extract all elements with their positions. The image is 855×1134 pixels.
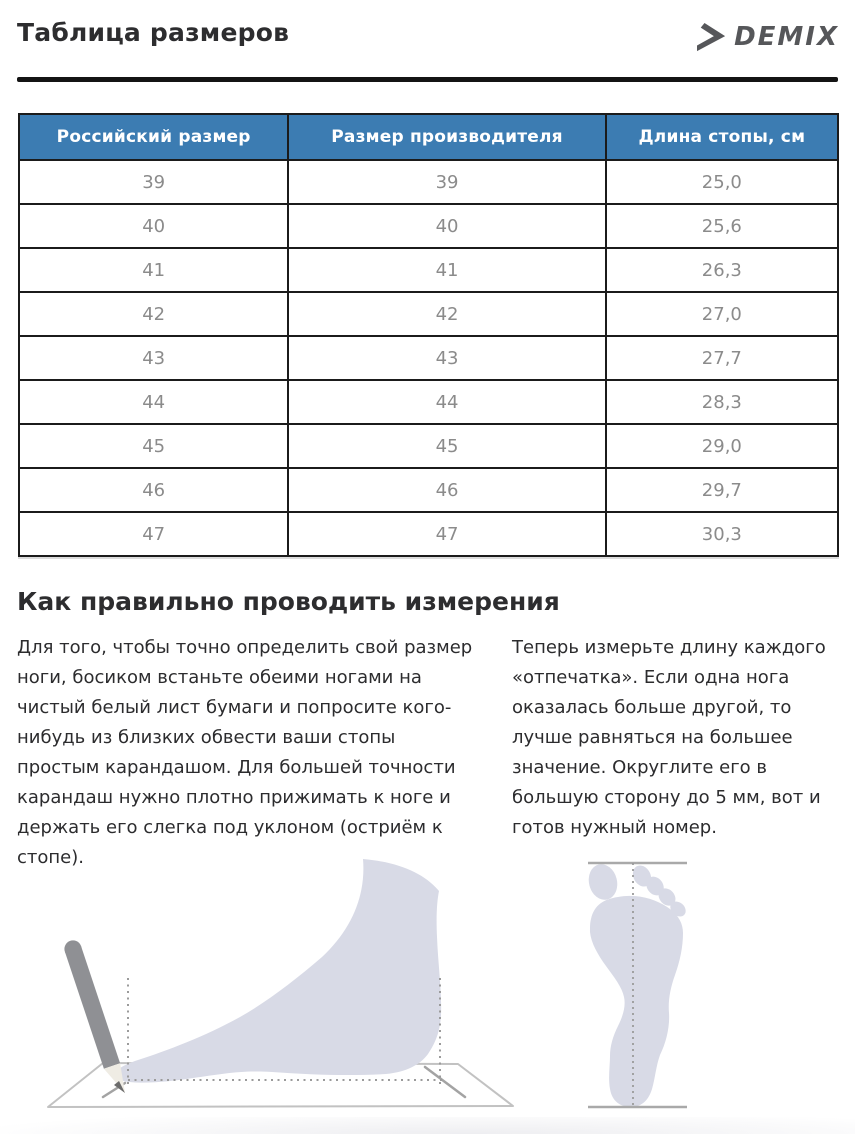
footprint-silhouette (585, 861, 689, 1107)
table-cell: 30,3 (606, 512, 838, 556)
size-table-header-row (19, 114, 838, 160)
table-cell: 39 (288, 160, 605, 204)
table-cell: 45 (288, 424, 605, 468)
column-header: Российский размер (19, 114, 288, 160)
brand-logo (697, 21, 839, 53)
brand-wordmark: DEMIX (734, 22, 839, 52)
size-table (18, 113, 839, 557)
measure-instructions (17, 633, 855, 873)
table-row (19, 468, 838, 512)
table-row (19, 512, 838, 556)
table-cell: 28,3 (606, 380, 838, 424)
table-cell: 46 (19, 468, 288, 512)
column-header: Размер производителя (288, 114, 605, 160)
table-cell: 25,6 (606, 204, 838, 248)
table-cell: 40 (19, 204, 288, 248)
footprint-measure-illustration (570, 855, 710, 1117)
column-header: Длина стопы, см (606, 114, 838, 160)
table-row (19, 204, 838, 248)
measure-instructions-left: Для того, чтобы точно определить свой размер ноги, босиком встаньте обеими ногами на чистый белый лист бумаги и попросите кого-нибудь из близких обвести ваши стопы простым карандашом. Для большей точности карандаш нужно плотно прижимать к ноге и держать его слегка под уклоном (остриём к стопе). (17, 637, 473, 868)
table-cell: 41 (19, 248, 288, 292)
table-cell: 45 (19, 424, 288, 468)
table-cell: 43 (288, 336, 605, 380)
table-row (19, 336, 838, 380)
table-row (19, 380, 838, 424)
section-heading: Как правильно проводить измерения (17, 587, 560, 616)
table-row (19, 248, 838, 292)
table-cell: 46 (288, 468, 605, 512)
demix-arrow-icon (697, 21, 727, 53)
foot-tracing-illustration (30, 845, 530, 1118)
foot-silhouette (116, 859, 441, 1083)
page-title: Таблица размеров (17, 18, 290, 47)
table-cell: 29,0 (606, 424, 838, 468)
table-cell: 29,7 (606, 468, 838, 512)
table-cell: 44 (19, 380, 288, 424)
table-cell: 43 (19, 336, 288, 380)
table-cell: 25,0 (606, 160, 838, 204)
table-cell: 40 (288, 204, 605, 248)
header (0, 0, 855, 53)
table-cell: 26,3 (606, 248, 838, 292)
table-cell: 27,0 (606, 292, 838, 336)
title-divider (17, 77, 838, 82)
size-table-body (19, 160, 838, 556)
table-row (19, 160, 838, 204)
table-cell: 27,7 (606, 336, 838, 380)
table-cell: 44 (288, 380, 605, 424)
measure-instructions-right: Теперь измерьте длину каждого «отпечатка». Если одна нога оказалась больше другой, то лучше равняться на большее значение. Округлите его в большую сторону до 5 мм, вот и готов нужный номер. (512, 637, 826, 838)
table-cell: 42 (288, 292, 605, 336)
table-cell: 39 (19, 160, 288, 204)
table-cell: 47 (288, 512, 605, 556)
bottom-shade (0, 1117, 855, 1134)
illustrations (0, 843, 855, 1118)
table-cell: 41 (288, 248, 605, 292)
table-row (19, 292, 838, 336)
table-cell: 42 (19, 292, 288, 336)
table-cell: 47 (19, 512, 288, 556)
table-row (19, 424, 838, 468)
